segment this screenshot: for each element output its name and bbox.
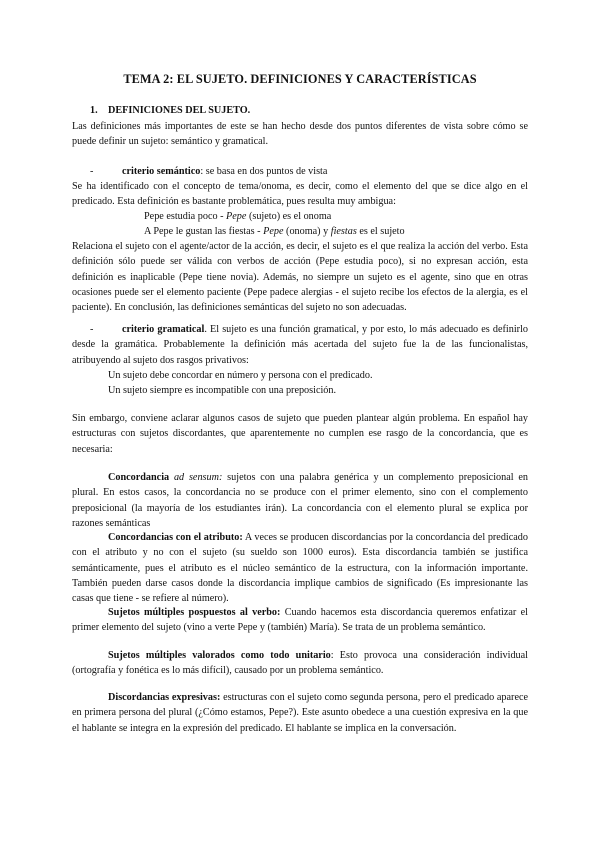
case-label: Discordancias expresivas: (108, 692, 221, 703)
sin-embargo-paragraph: Sin embargo, conviene aclarar algunos casos de sujeto que pueden plantear algún problema. En español hay estructuras con sujetos discordantes, que aparentemente no cumplen ese rasgo de la concordancia, que es necesaria: (72, 413, 528, 455)
example-text: es el sujeto (356, 226, 405, 237)
bullet-dash: - (90, 324, 94, 335)
section-heading (72, 103, 528, 118)
semantic-para-2: Relaciona el sujeto con el agente/actor de la acción, es decir, el sujeto es el que realiza la acción del verbo. Esta definición sólo puede ser válida con verbos de acción (Pepe estudia poco), si no expresan acción, esta definición es inaplicable (Pepe tiene novia). Además, no siempre un sujeto es el agente, sino que en otras ocasiones puede ser el elemento paciente (Pepe padece alergias - el sujeto recibe los efectos de la alergia, es el paciente). En conclusión, las definiciones semánticas del sujeto no son adecuadas. (72, 241, 528, 314)
bullet-dash: - (90, 166, 94, 177)
semantic-criterion-item (72, 164, 528, 179)
case-pospuestos (72, 605, 528, 636)
semantic-criterion-label: criterio semántico (122, 166, 201, 177)
semantic-criterion-text: : se basa en dos puntos de vista (200, 166, 328, 177)
case-label-italic: ad sensum: (173, 472, 223, 483)
intro-paragraph: Las definiciones más importantes de este se han hecho desde dos puntos diferentes de vista sobre cómo se puede definir un sujeto: semántico y gramatical. (72, 121, 528, 148)
semantic-para-1: Se ha identificado con el concepto de tema/onoma, es decir, como el elemento del que se dice algo en el predicado. Esta definición es bastante problemática, pues resulta muy ambigua: (72, 181, 528, 208)
section-heading-text: DEFINICIONES DEL SUJETO. (108, 105, 251, 116)
example-italic: Pepe (263, 226, 284, 237)
grammatical-rule-1: Un sujeto debe concordar en número y persona con el predicado. (108, 370, 373, 381)
case-text: sujetos con una palabra genérica y un complemento preposicional en plural. En estos casos, la concordancia no se produce con el primer elemento, sino con el complemento preposicional (la mayoría de los estudiantes irán). La concordancia con el elemento plural se explica por razones semánticas (72, 472, 529, 529)
case-unitario (72, 648, 528, 679)
example-text: Pepe estudia poco - (144, 211, 227, 222)
example-text: A Pepe le gustan las fiestas - (144, 226, 264, 237)
section-number: 1. (90, 105, 98, 116)
case-text: estructuras con el sujeto como segunda persona, pero el predicado aparece en primera persona del plural (¿Cómo estamos, Pepe?). Este asunto obedece a una cuestión expresiva en la que el hablante se integra en la expresión del predicado. El hablante se implica en la conversación. (72, 692, 529, 734)
example-text: (sujeto) es el onoma (246, 211, 332, 222)
case-expresivas (72, 690, 528, 736)
grammatical-rule-2: Un sujeto siempre es incompatible con una preposición. (108, 385, 337, 396)
grammatical-criterion-item (72, 322, 528, 368)
grammatical-criterion-label: criterio gramatical (122, 324, 205, 335)
case-text: : Esto provoca una consideración individual (ortografía y fonética es lo más difícil), causado por un problema semántico. (72, 650, 528, 677)
example-italic: Pepe (226, 211, 247, 222)
case-atributo (72, 530, 528, 606)
case-label: Sujetos múltiples valorados como todo unitario (108, 650, 331, 661)
example-line-1 (72, 209, 600, 224)
case-text: A veces se producen discordancias por la concordancia del predicado con el atributo y no con el sujeto (su sueldo son 1000 euros). Esta discordancia también se justifica semánticamente, pues el atributo es el núcleo semántico de la estructura, con la información importante. También pueden darse casos donde la discordancia implique cambios de significado (Es impresionante las casas que tiene - se refiere al número). (72, 532, 528, 605)
case-label: Concordancias con el atributo: (108, 532, 243, 543)
case-text: Cuando hacemos esta discordancia queremos enfatizar el primer elemento del sujeto (vino a verte Pepe y (también) María). Se trata de un problema semántico. (72, 607, 528, 634)
example-line-2 (72, 224, 600, 239)
case-label: Sujetos múltiples pospuestos al verbo: (108, 607, 281, 618)
grammatical-criterion-text: . El sujeto es una función gramatical, y por esto, lo más adecuado es definirlo desde la gramática. Probablemente la definición más acertada del sujeto fue la de las funcionalistas, atribuyendo al sujeto dos rasgos privativos: (72, 324, 528, 366)
example-text: (onoma) y (283, 226, 331, 237)
page-title: TEMA 2: EL SUJETO. DEFINICIONES Y CARACTERÍSTICAS (123, 72, 477, 86)
case-label: Concordancia (108, 472, 174, 483)
case-ad-sensum (72, 470, 528, 531)
example-italic: fiestas (330, 226, 357, 237)
